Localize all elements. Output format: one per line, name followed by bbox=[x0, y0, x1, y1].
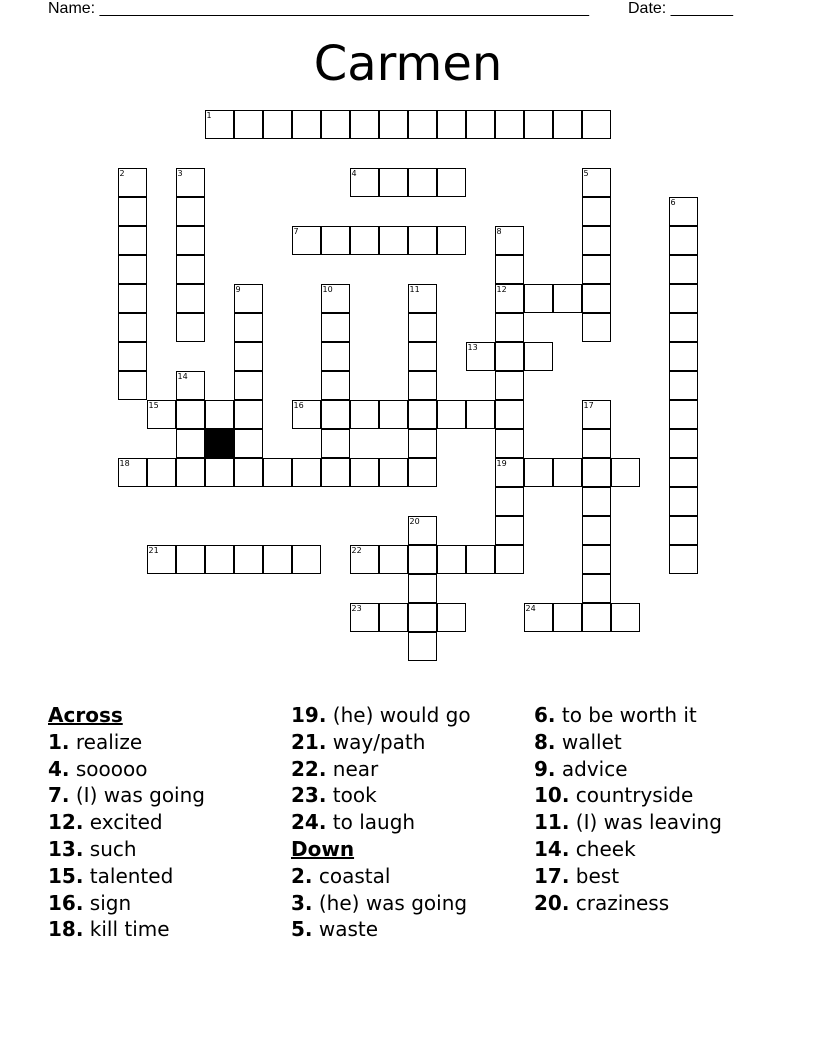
grid-cell[interactable] bbox=[408, 458, 437, 487]
clue-item bbox=[291, 756, 471, 783]
clue-number: 15 bbox=[148, 401, 159, 410]
grid-cell[interactable] bbox=[524, 342, 553, 371]
grid-cell[interactable] bbox=[582, 574, 611, 603]
grid-cell[interactable] bbox=[176, 197, 205, 226]
clue-number: 1 bbox=[206, 111, 212, 120]
clue-item-text: sooooo bbox=[69, 756, 148, 781]
grid-cell[interactable] bbox=[234, 110, 263, 139]
grid-cell[interactable] bbox=[582, 545, 611, 574]
grid-cell[interactable] bbox=[466, 545, 495, 574]
grid-cell[interactable] bbox=[408, 226, 437, 255]
grid-cell[interactable] bbox=[495, 545, 524, 574]
clue-item-text: cheek bbox=[569, 836, 636, 861]
grid-cell[interactable] bbox=[118, 284, 147, 313]
grid-cell[interactable] bbox=[147, 458, 176, 487]
clue-item-number: 15. bbox=[48, 863, 84, 888]
clue-item-text: (I) was leaving bbox=[569, 810, 722, 835]
grid-cell[interactable] bbox=[321, 313, 350, 342]
grid-cell[interactable] bbox=[495, 255, 524, 284]
grid-cell[interactable] bbox=[176, 255, 205, 284]
grid-cell[interactable] bbox=[524, 110, 553, 139]
grid-cell[interactable] bbox=[408, 429, 437, 458]
grid-cell[interactable] bbox=[495, 342, 524, 371]
grid-cell[interactable] bbox=[524, 284, 553, 313]
grid-cell[interactable] bbox=[379, 226, 408, 255]
grid-cell[interactable] bbox=[582, 255, 611, 284]
clue-item bbox=[534, 863, 722, 890]
clue-item-text: kill time bbox=[83, 917, 170, 942]
grid-cell[interactable] bbox=[408, 400, 437, 429]
clue-column-3 bbox=[534, 702, 722, 916]
grid-cell[interactable] bbox=[408, 342, 437, 371]
clue-item-text: such bbox=[83, 836, 137, 861]
clue-number: 14 bbox=[177, 372, 188, 381]
grid-cell[interactable] bbox=[176, 226, 205, 255]
clue-item-number: 20. bbox=[534, 890, 570, 915]
grid-cell[interactable] bbox=[234, 313, 263, 342]
grid-cell[interactable] bbox=[234, 545, 263, 574]
grid-cell[interactable] bbox=[553, 110, 582, 139]
grid-cell[interactable] bbox=[321, 371, 350, 400]
grid-cell[interactable] bbox=[669, 429, 698, 458]
clue-item bbox=[534, 809, 722, 836]
grid-cell[interactable] bbox=[234, 458, 263, 487]
clue-item bbox=[48, 916, 205, 943]
clue-item bbox=[291, 729, 471, 756]
clue-item-number: 22. bbox=[291, 756, 327, 781]
grid-cell[interactable] bbox=[437, 545, 466, 574]
grid-cell[interactable] bbox=[408, 371, 437, 400]
clue-item-number: 16. bbox=[48, 890, 84, 915]
grid-cell[interactable] bbox=[176, 458, 205, 487]
clue-number: 4 bbox=[351, 169, 357, 178]
grid-cell[interactable] bbox=[292, 545, 321, 574]
grid-cell[interactable] bbox=[379, 603, 408, 632]
clue-item-text: craziness bbox=[569, 890, 670, 915]
clue-item-number: 11. bbox=[534, 810, 570, 835]
clue-item bbox=[291, 916, 471, 943]
grid-cell[interactable] bbox=[321, 458, 350, 487]
clue-number: 20 bbox=[409, 517, 420, 526]
grid-cell[interactable] bbox=[495, 371, 524, 400]
clue-item-text: realize bbox=[69, 729, 143, 754]
clue-item-number: 21. bbox=[291, 729, 327, 754]
grid-cell[interactable] bbox=[553, 284, 582, 313]
grid-cell[interactable] bbox=[321, 400, 350, 429]
grid-cell[interactable] bbox=[350, 110, 379, 139]
clue-item bbox=[534, 702, 722, 729]
grid-cell[interactable] bbox=[176, 545, 205, 574]
clue-item-text: waste bbox=[312, 917, 379, 942]
grid-cell[interactable] bbox=[611, 458, 640, 487]
clue-item-number: 7. bbox=[48, 783, 70, 808]
clue-item-text: (I) was going bbox=[69, 783, 205, 808]
grid-cell[interactable] bbox=[118, 313, 147, 342]
clue-item-text: (he) would go bbox=[326, 703, 471, 727]
grid-cell[interactable] bbox=[176, 429, 205, 458]
clue-item-number: 10. bbox=[534, 783, 570, 808]
grid-cell[interactable] bbox=[553, 458, 582, 487]
grid-cell[interactable] bbox=[437, 226, 466, 255]
grid-cell[interactable] bbox=[437, 603, 466, 632]
grid-cell[interactable] bbox=[437, 168, 466, 197]
grid-cell[interactable] bbox=[437, 110, 466, 139]
clue-item bbox=[534, 729, 722, 756]
clue-item bbox=[48, 756, 205, 783]
grid-cell[interactable] bbox=[669, 313, 698, 342]
grid-cell[interactable] bbox=[582, 458, 611, 487]
grid-cell[interactable] bbox=[669, 400, 698, 429]
clue-number: 12 bbox=[496, 285, 507, 294]
clue-item bbox=[48, 836, 205, 863]
grid-cell[interactable] bbox=[669, 487, 698, 516]
clue-item-number: 24. bbox=[291, 810, 327, 835]
clue-item-text: wallet bbox=[555, 729, 622, 754]
grid-cell[interactable] bbox=[466, 400, 495, 429]
grid-cell[interactable] bbox=[408, 313, 437, 342]
grid-cell[interactable] bbox=[350, 226, 379, 255]
clue-item-text: coastal bbox=[312, 863, 391, 888]
clue-item-number: 8. bbox=[534, 729, 556, 754]
grid-cell[interactable] bbox=[379, 110, 408, 139]
clue-item bbox=[534, 782, 722, 809]
grid-cell[interactable] bbox=[582, 516, 611, 545]
clue-item-number: 5. bbox=[291, 917, 313, 942]
grid-cell[interactable] bbox=[205, 458, 234, 487]
grid-cell[interactable] bbox=[321, 342, 350, 371]
clue-item-text: (he) was going bbox=[312, 890, 468, 915]
grid-cell[interactable] bbox=[437, 400, 466, 429]
clue-item-text: talented bbox=[83, 863, 174, 888]
grid-cell[interactable] bbox=[669, 458, 698, 487]
clue-item-text: excited bbox=[83, 810, 163, 835]
clue-item bbox=[534, 890, 722, 917]
grid-cell[interactable] bbox=[350, 458, 379, 487]
grid-cell[interactable] bbox=[176, 284, 205, 313]
grid-cell[interactable] bbox=[263, 458, 292, 487]
grid-cell[interactable] bbox=[582, 226, 611, 255]
clue-item bbox=[291, 782, 471, 809]
grid-cell[interactable] bbox=[118, 342, 147, 371]
clue-heading: Down bbox=[291, 836, 355, 861]
clue-item-number: 9. bbox=[534, 756, 556, 781]
clue-item-number: 18. bbox=[48, 917, 84, 942]
clue-item bbox=[534, 756, 722, 783]
clue-item-number: 1. bbox=[48, 729, 70, 754]
clue-number: 7 bbox=[293, 227, 299, 236]
clue-item-text: to be worth it bbox=[555, 703, 697, 727]
grid-cell[interactable] bbox=[176, 400, 205, 429]
grid-cell[interactable] bbox=[379, 400, 408, 429]
clue-item-text: took bbox=[326, 783, 377, 808]
clue-item-number: 12. bbox=[48, 810, 84, 835]
clue-item-text: to laugh bbox=[326, 810, 416, 835]
grid-cell[interactable] bbox=[495, 110, 524, 139]
grid-cell[interactable] bbox=[582, 429, 611, 458]
clue-item bbox=[48, 863, 205, 890]
clue-item-text: best bbox=[569, 863, 620, 888]
grid-cell[interactable] bbox=[118, 197, 147, 226]
clue-item-text: advice bbox=[555, 756, 628, 781]
clue-number: 18 bbox=[119, 459, 130, 468]
grid-cell[interactable] bbox=[408, 632, 437, 661]
clue-heading: Across bbox=[48, 703, 123, 727]
grid-cell[interactable] bbox=[408, 603, 437, 632]
grid-cell[interactable] bbox=[263, 110, 292, 139]
grid-cell[interactable] bbox=[582, 110, 611, 139]
grid-cell[interactable] bbox=[379, 168, 408, 197]
clue-item bbox=[48, 890, 205, 917]
grid-cell[interactable] bbox=[118, 255, 147, 284]
grid-cell[interactable] bbox=[205, 545, 234, 574]
grid-cell[interactable] bbox=[408, 110, 437, 139]
grid-cell[interactable] bbox=[669, 342, 698, 371]
grid-cell[interactable] bbox=[495, 400, 524, 429]
grid-cell[interactable] bbox=[466, 110, 495, 139]
grid-cell[interactable] bbox=[669, 226, 698, 255]
grid-cell[interactable] bbox=[495, 429, 524, 458]
clue-number: 23 bbox=[351, 604, 362, 613]
page-title: Carmen bbox=[313, 36, 503, 92]
grid-cell[interactable] bbox=[350, 400, 379, 429]
clue-column-2 bbox=[291, 702, 471, 943]
grid-cell[interactable] bbox=[669, 516, 698, 545]
grid-cell[interactable] bbox=[582, 284, 611, 313]
clue-number: 6 bbox=[670, 198, 676, 207]
grid-cell[interactable] bbox=[408, 574, 437, 603]
grid-cell[interactable] bbox=[379, 458, 408, 487]
clue-item bbox=[48, 729, 205, 756]
grid-cell[interactable] bbox=[582, 603, 611, 632]
grid-cell[interactable] bbox=[669, 284, 698, 313]
clue-item-number: 13. bbox=[48, 836, 84, 861]
clue-item bbox=[291, 809, 471, 836]
clue-item-number: 17. bbox=[534, 863, 570, 888]
grid-cell[interactable] bbox=[118, 226, 147, 255]
black-cell bbox=[205, 429, 234, 458]
clue-item-text: way/path bbox=[326, 729, 426, 754]
clue-item-number: 3. bbox=[291, 890, 313, 915]
grid-cell[interactable] bbox=[408, 168, 437, 197]
grid-cell[interactable] bbox=[669, 371, 698, 400]
grid-cell[interactable] bbox=[495, 516, 524, 545]
clue-item bbox=[48, 809, 205, 836]
clue-item-text: sign bbox=[83, 890, 132, 915]
clue-item-number: 14. bbox=[534, 836, 570, 861]
clue-item-number: 19. bbox=[291, 703, 327, 727]
grid-cell[interactable] bbox=[263, 545, 292, 574]
clue-number: 13 bbox=[467, 343, 478, 352]
grid-cell[interactable] bbox=[553, 603, 582, 632]
grid-cell[interactable] bbox=[234, 342, 263, 371]
clue-number: 8 bbox=[496, 227, 502, 236]
grid-cell[interactable] bbox=[321, 226, 350, 255]
clue-item bbox=[534, 836, 722, 863]
clue-number: 2 bbox=[119, 169, 125, 178]
clue-item bbox=[291, 702, 471, 729]
grid-cell[interactable] bbox=[669, 545, 698, 574]
grid-cell[interactable] bbox=[408, 545, 437, 574]
clue-item-number: 23. bbox=[291, 783, 327, 808]
clue-number: 11 bbox=[409, 285, 420, 294]
clue-item-number: 2. bbox=[291, 863, 313, 888]
clue-number: 9 bbox=[235, 285, 241, 294]
grid-cell[interactable] bbox=[234, 371, 263, 400]
grid-cell[interactable] bbox=[321, 429, 350, 458]
grid-cell[interactable] bbox=[582, 197, 611, 226]
clue-number: 10 bbox=[322, 285, 333, 294]
grid-cell[interactable] bbox=[234, 429, 263, 458]
clue-item bbox=[48, 782, 205, 809]
grid-cell[interactable] bbox=[379, 545, 408, 574]
clue-item bbox=[291, 890, 471, 917]
clue-column-1 bbox=[48, 702, 205, 943]
clue-number: 16 bbox=[293, 401, 304, 410]
date-field[interactable]: Date: _______ bbox=[628, 0, 733, 17]
clue-number: 17 bbox=[583, 401, 594, 410]
grid-cell[interactable] bbox=[495, 313, 524, 342]
grid-cell[interactable] bbox=[582, 313, 611, 342]
clue-item bbox=[291, 863, 471, 890]
clue-number: 22 bbox=[351, 546, 362, 555]
grid-cell[interactable] bbox=[611, 603, 640, 632]
grid-cell[interactable] bbox=[669, 255, 698, 284]
clue-number: 19 bbox=[496, 459, 507, 468]
clue-item-number: 6. bbox=[534, 703, 556, 727]
name-field[interactable]: Name: _______________________________________________________ bbox=[48, 0, 589, 17]
grid-cell[interactable] bbox=[118, 371, 147, 400]
clue-number: 24 bbox=[525, 604, 536, 613]
clue-number: 21 bbox=[148, 546, 159, 555]
grid-cell[interactable] bbox=[292, 458, 321, 487]
clue-item-text: countryside bbox=[569, 783, 694, 808]
grid-cell[interactable] bbox=[205, 400, 234, 429]
grid-cell[interactable] bbox=[234, 400, 263, 429]
clue-item-number: 4. bbox=[48, 756, 70, 781]
grid-cell[interactable] bbox=[524, 458, 553, 487]
clue-number: 3 bbox=[177, 169, 183, 178]
grid-cell[interactable] bbox=[582, 487, 611, 516]
clue-number: 5 bbox=[583, 169, 589, 178]
grid-cell[interactable] bbox=[495, 487, 524, 516]
clue-item-text: near bbox=[326, 756, 379, 781]
grid-cell[interactable] bbox=[292, 110, 321, 139]
grid-cell[interactable] bbox=[176, 313, 205, 342]
grid-cell[interactable] bbox=[321, 110, 350, 139]
